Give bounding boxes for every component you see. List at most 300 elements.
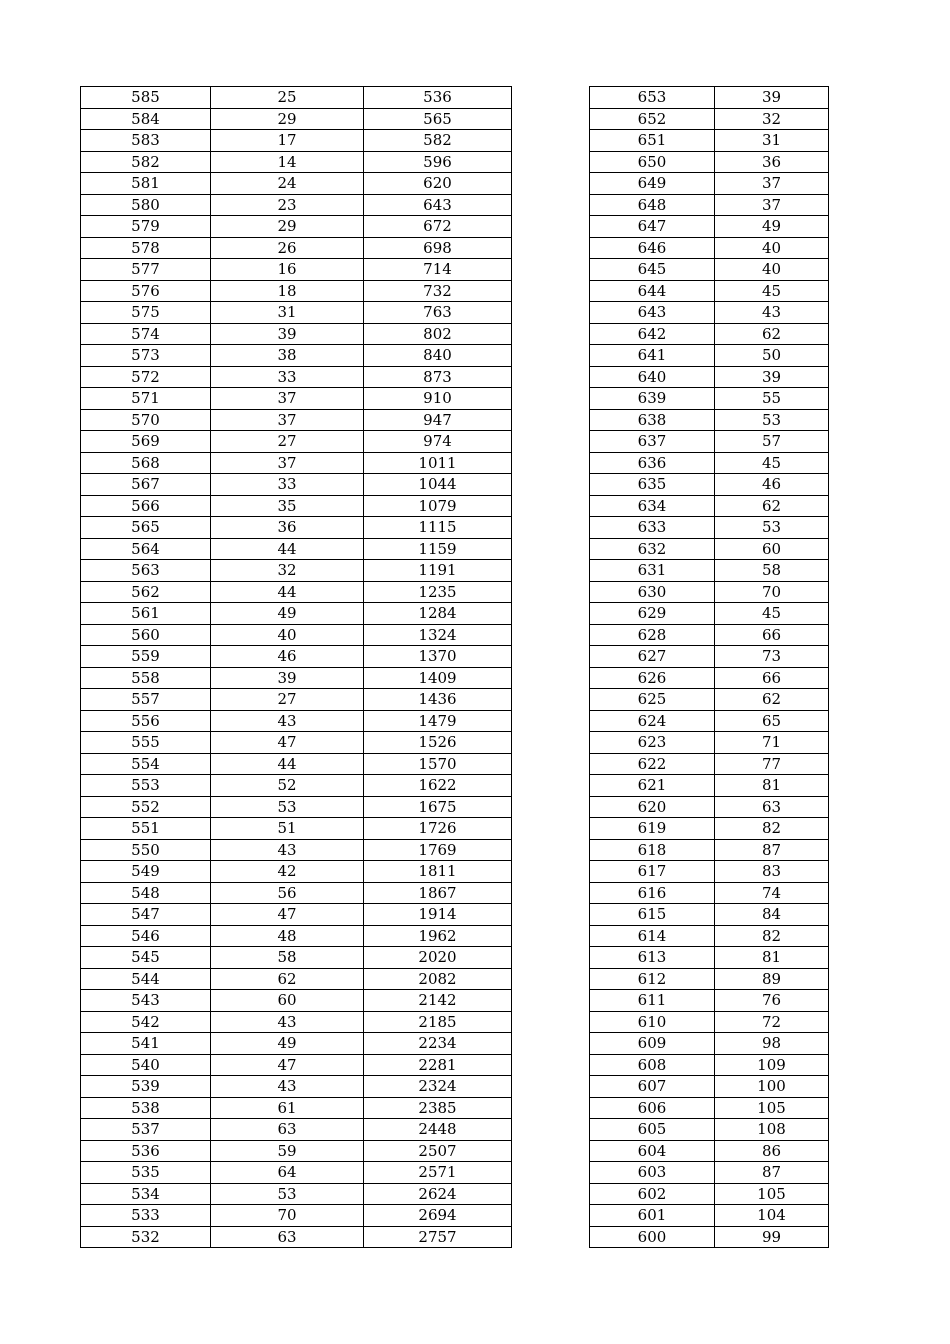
right-score-table xyxy=(589,86,829,1248)
count-cell: 43 xyxy=(715,302,829,324)
table-row xyxy=(590,839,829,861)
score-cell: 533 xyxy=(81,1205,211,1227)
cumulative-cell: 1867 xyxy=(364,882,512,904)
count-cell: 37 xyxy=(211,452,364,474)
count-cell: 47 xyxy=(211,732,364,754)
table-row xyxy=(590,1097,829,1119)
table-row xyxy=(81,861,512,883)
score-cell: 549 xyxy=(81,861,211,883)
count-cell: 43 xyxy=(211,839,364,861)
count-cell: 99 xyxy=(715,1226,829,1248)
count-cell: 31 xyxy=(211,302,364,324)
table-row xyxy=(590,990,829,1012)
score-cell: 537 xyxy=(81,1119,211,1141)
score-cell: 617 xyxy=(590,861,715,883)
score-cell: 564 xyxy=(81,538,211,560)
score-cell: 566 xyxy=(81,495,211,517)
table-row xyxy=(81,173,512,195)
table-row xyxy=(81,1054,512,1076)
score-cell: 550 xyxy=(81,839,211,861)
count-cell: 63 xyxy=(715,796,829,818)
count-cell: 53 xyxy=(211,1183,364,1205)
table-row xyxy=(81,1076,512,1098)
count-cell: 36 xyxy=(211,517,364,539)
cumulative-cell: 1726 xyxy=(364,818,512,840)
cumulative-cell: 1479 xyxy=(364,710,512,732)
score-cell: 649 xyxy=(590,173,715,195)
table-row xyxy=(81,947,512,969)
count-cell: 44 xyxy=(211,753,364,775)
count-cell: 39 xyxy=(715,87,829,109)
score-cell: 652 xyxy=(590,108,715,130)
count-cell: 24 xyxy=(211,173,364,195)
table-row xyxy=(81,1162,512,1184)
score-cell: 576 xyxy=(81,280,211,302)
table-row xyxy=(590,1011,829,1033)
count-cell: 81 xyxy=(715,775,829,797)
score-cell: 545 xyxy=(81,947,211,969)
table-row xyxy=(81,1033,512,1055)
cumulative-cell: 596 xyxy=(364,151,512,173)
table-row xyxy=(81,87,512,109)
count-cell: 105 xyxy=(715,1097,829,1119)
count-cell: 89 xyxy=(715,968,829,990)
score-cell: 606 xyxy=(590,1097,715,1119)
table-row xyxy=(81,517,512,539)
table-row xyxy=(81,280,512,302)
table-row xyxy=(81,345,512,367)
score-cell: 574 xyxy=(81,323,211,345)
score-cell: 555 xyxy=(81,732,211,754)
cumulative-cell: 2185 xyxy=(364,1011,512,1033)
count-cell: 58 xyxy=(211,947,364,969)
score-cell: 648 xyxy=(590,194,715,216)
table-row xyxy=(590,474,829,496)
score-cell: 609 xyxy=(590,1033,715,1055)
table-row xyxy=(81,1140,512,1162)
count-cell: 62 xyxy=(715,495,829,517)
cumulative-cell: 1011 xyxy=(364,452,512,474)
table-row xyxy=(81,259,512,281)
count-cell: 38 xyxy=(211,345,364,367)
table-row xyxy=(81,732,512,754)
count-cell: 109 xyxy=(715,1054,829,1076)
score-cell: 552 xyxy=(81,796,211,818)
score-cell: 602 xyxy=(590,1183,715,1205)
table-row xyxy=(81,108,512,130)
table-row xyxy=(590,216,829,238)
count-cell: 83 xyxy=(715,861,829,883)
table-row xyxy=(81,302,512,324)
score-cell: 562 xyxy=(81,581,211,603)
table-row xyxy=(590,1205,829,1227)
count-cell: 59 xyxy=(211,1140,364,1162)
count-cell: 32 xyxy=(715,108,829,130)
count-cell: 23 xyxy=(211,194,364,216)
score-cell: 556 xyxy=(81,710,211,732)
cumulative-cell: 1675 xyxy=(364,796,512,818)
score-cell: 547 xyxy=(81,904,211,926)
table-row xyxy=(590,280,829,302)
score-cell: 632 xyxy=(590,538,715,560)
count-cell: 42 xyxy=(211,861,364,883)
table-row xyxy=(590,452,829,474)
cumulative-cell: 1324 xyxy=(364,624,512,646)
table-row xyxy=(590,237,829,259)
table-row xyxy=(81,474,512,496)
table-row xyxy=(590,517,829,539)
table-row xyxy=(590,259,829,281)
count-cell: 40 xyxy=(715,237,829,259)
count-cell: 104 xyxy=(715,1205,829,1227)
score-cell: 627 xyxy=(590,646,715,668)
table-row xyxy=(590,431,829,453)
cumulative-cell: 2142 xyxy=(364,990,512,1012)
score-cell: 650 xyxy=(590,151,715,173)
score-cell: 613 xyxy=(590,947,715,969)
score-cell: 645 xyxy=(590,259,715,281)
count-cell: 70 xyxy=(211,1205,364,1227)
cumulative-cell: 732 xyxy=(364,280,512,302)
table-row xyxy=(590,1033,829,1055)
table-row xyxy=(81,882,512,904)
count-cell: 49 xyxy=(211,1033,364,1055)
count-cell: 49 xyxy=(715,216,829,238)
table-row xyxy=(590,409,829,431)
table-row xyxy=(81,753,512,775)
table-row xyxy=(81,624,512,646)
score-cell: 560 xyxy=(81,624,211,646)
table-row xyxy=(81,538,512,560)
score-cell: 534 xyxy=(81,1183,211,1205)
cumulative-cell: 840 xyxy=(364,345,512,367)
count-cell: 32 xyxy=(211,560,364,582)
score-cell: 557 xyxy=(81,689,211,711)
score-cell: 637 xyxy=(590,431,715,453)
table-row xyxy=(590,87,829,109)
table-row xyxy=(590,904,829,926)
count-cell: 58 xyxy=(715,560,829,582)
table-row xyxy=(81,689,512,711)
score-cell: 610 xyxy=(590,1011,715,1033)
cumulative-cell: 2234 xyxy=(364,1033,512,1055)
score-cell: 642 xyxy=(590,323,715,345)
count-cell: 43 xyxy=(211,710,364,732)
count-cell: 108 xyxy=(715,1119,829,1141)
count-cell: 46 xyxy=(211,646,364,668)
score-cell: 548 xyxy=(81,882,211,904)
count-cell: 37 xyxy=(715,194,829,216)
table-row xyxy=(81,710,512,732)
count-cell: 29 xyxy=(211,108,364,130)
score-cell: 567 xyxy=(81,474,211,496)
count-cell: 37 xyxy=(715,173,829,195)
score-cell: 651 xyxy=(590,130,715,152)
table-row xyxy=(590,947,829,969)
cumulative-cell: 1370 xyxy=(364,646,512,668)
cumulative-cell: 873 xyxy=(364,366,512,388)
left-score-table xyxy=(80,86,512,1248)
right-score-table-body xyxy=(590,87,829,1248)
score-cell: 636 xyxy=(590,452,715,474)
count-cell: 33 xyxy=(211,366,364,388)
score-cell: 611 xyxy=(590,990,715,1012)
table-row xyxy=(81,495,512,517)
count-cell: 77 xyxy=(715,753,829,775)
score-cell: 625 xyxy=(590,689,715,711)
score-cell: 575 xyxy=(81,302,211,324)
score-cell: 578 xyxy=(81,237,211,259)
score-cell: 608 xyxy=(590,1054,715,1076)
count-cell: 60 xyxy=(211,990,364,1012)
count-cell: 56 xyxy=(211,882,364,904)
count-cell: 25 xyxy=(211,87,364,109)
table-row xyxy=(590,1183,829,1205)
score-cell: 653 xyxy=(590,87,715,109)
table-row xyxy=(81,1226,512,1248)
table-row xyxy=(81,323,512,345)
score-cell: 630 xyxy=(590,581,715,603)
cumulative-cell: 1284 xyxy=(364,603,512,625)
table-row xyxy=(590,861,829,883)
table-row xyxy=(81,130,512,152)
count-cell: 87 xyxy=(715,839,829,861)
table-row xyxy=(81,151,512,173)
table-row xyxy=(590,1226,829,1248)
count-cell: 62 xyxy=(715,689,829,711)
table-row xyxy=(81,431,512,453)
table-row xyxy=(590,495,829,517)
cumulative-cell: 974 xyxy=(364,431,512,453)
cumulative-cell: 1044 xyxy=(364,474,512,496)
table-row xyxy=(81,237,512,259)
score-cell: 559 xyxy=(81,646,211,668)
score-cell: 569 xyxy=(81,431,211,453)
table-row xyxy=(590,925,829,947)
left-score-table-body xyxy=(81,87,512,1248)
count-cell: 43 xyxy=(211,1076,364,1098)
cumulative-cell: 2448 xyxy=(364,1119,512,1141)
table-row xyxy=(590,968,829,990)
table-row xyxy=(590,151,829,173)
count-cell: 87 xyxy=(715,1162,829,1184)
score-cell: 543 xyxy=(81,990,211,1012)
count-cell: 27 xyxy=(211,431,364,453)
table-row xyxy=(590,1140,829,1162)
cumulative-cell: 2385 xyxy=(364,1097,512,1119)
table-row xyxy=(81,796,512,818)
count-cell: 27 xyxy=(211,689,364,711)
count-cell: 70 xyxy=(715,581,829,603)
cumulative-cell: 2624 xyxy=(364,1183,512,1205)
score-cell: 619 xyxy=(590,818,715,840)
count-cell: 45 xyxy=(715,603,829,625)
table-row xyxy=(590,646,829,668)
table-row xyxy=(81,409,512,431)
cumulative-cell: 763 xyxy=(364,302,512,324)
count-cell: 100 xyxy=(715,1076,829,1098)
score-cell: 614 xyxy=(590,925,715,947)
score-cell: 612 xyxy=(590,968,715,990)
count-cell: 50 xyxy=(715,345,829,367)
score-cell: 570 xyxy=(81,409,211,431)
cumulative-cell: 714 xyxy=(364,259,512,281)
count-cell: 40 xyxy=(715,259,829,281)
score-cell: 641 xyxy=(590,345,715,367)
cumulative-cell: 947 xyxy=(364,409,512,431)
cumulative-cell: 620 xyxy=(364,173,512,195)
cumulative-cell: 1570 xyxy=(364,753,512,775)
count-cell: 53 xyxy=(715,409,829,431)
table-row xyxy=(590,323,829,345)
table-row xyxy=(590,882,829,904)
score-cell: 638 xyxy=(590,409,715,431)
score-cell: 546 xyxy=(81,925,211,947)
table-row xyxy=(590,796,829,818)
score-cell: 544 xyxy=(81,968,211,990)
table-row xyxy=(81,968,512,990)
count-cell: 18 xyxy=(211,280,364,302)
score-cell: 633 xyxy=(590,517,715,539)
count-cell: 33 xyxy=(211,474,364,496)
score-cell: 577 xyxy=(81,259,211,281)
score-cell: 539 xyxy=(81,1076,211,1098)
table-row xyxy=(81,904,512,926)
table-row xyxy=(81,990,512,1012)
table-row xyxy=(81,366,512,388)
table-row xyxy=(590,581,829,603)
count-cell: 98 xyxy=(715,1033,829,1055)
cumulative-cell: 1622 xyxy=(364,775,512,797)
count-cell: 82 xyxy=(715,818,829,840)
count-cell: 39 xyxy=(715,366,829,388)
count-cell: 48 xyxy=(211,925,364,947)
score-cell: 551 xyxy=(81,818,211,840)
table-row xyxy=(81,1119,512,1141)
count-cell: 73 xyxy=(715,646,829,668)
score-cell: 542 xyxy=(81,1011,211,1033)
table-row xyxy=(81,581,512,603)
score-cell: 631 xyxy=(590,560,715,582)
table-row xyxy=(81,1097,512,1119)
table-row xyxy=(81,1205,512,1227)
table-row xyxy=(590,538,829,560)
score-cell: 644 xyxy=(590,280,715,302)
cumulative-cell: 536 xyxy=(364,87,512,109)
table-row xyxy=(590,710,829,732)
table-row xyxy=(590,603,829,625)
score-cell: 584 xyxy=(81,108,211,130)
count-cell: 82 xyxy=(715,925,829,947)
count-cell: 16 xyxy=(211,259,364,281)
score-cell: 624 xyxy=(590,710,715,732)
score-cell: 558 xyxy=(81,667,211,689)
table-row xyxy=(81,388,512,410)
count-cell: 81 xyxy=(715,947,829,969)
table-row xyxy=(590,689,829,711)
count-cell: 17 xyxy=(211,130,364,152)
count-cell: 62 xyxy=(211,968,364,990)
count-cell: 14 xyxy=(211,151,364,173)
count-cell: 37 xyxy=(211,388,364,410)
score-cell: 607 xyxy=(590,1076,715,1098)
score-cell: 572 xyxy=(81,366,211,388)
count-cell: 57 xyxy=(715,431,829,453)
score-cell: 538 xyxy=(81,1097,211,1119)
score-cell: 585 xyxy=(81,87,211,109)
table-row xyxy=(590,302,829,324)
table-row xyxy=(590,173,829,195)
score-cell: 647 xyxy=(590,216,715,238)
count-cell: 63 xyxy=(211,1119,364,1141)
cumulative-cell: 2757 xyxy=(364,1226,512,1248)
score-cell: 532 xyxy=(81,1226,211,1248)
count-cell: 40 xyxy=(211,624,364,646)
count-cell: 105 xyxy=(715,1183,829,1205)
cumulative-cell: 2571 xyxy=(364,1162,512,1184)
count-cell: 29 xyxy=(211,216,364,238)
score-cell: 571 xyxy=(81,388,211,410)
table-row xyxy=(590,667,829,689)
cumulative-cell: 910 xyxy=(364,388,512,410)
cumulative-cell: 2082 xyxy=(364,968,512,990)
score-cell: 628 xyxy=(590,624,715,646)
cumulative-cell: 1962 xyxy=(364,925,512,947)
count-cell: 62 xyxy=(715,323,829,345)
count-cell: 61 xyxy=(211,1097,364,1119)
score-cell: 620 xyxy=(590,796,715,818)
score-cell: 626 xyxy=(590,667,715,689)
score-cell: 640 xyxy=(590,366,715,388)
count-cell: 76 xyxy=(715,990,829,1012)
cumulative-cell: 1914 xyxy=(364,904,512,926)
count-cell: 60 xyxy=(715,538,829,560)
score-cell: 554 xyxy=(81,753,211,775)
count-cell: 35 xyxy=(211,495,364,517)
score-cell: 583 xyxy=(81,130,211,152)
count-cell: 45 xyxy=(715,452,829,474)
table-row xyxy=(590,108,829,130)
score-cell: 646 xyxy=(590,237,715,259)
cumulative-cell: 2324 xyxy=(364,1076,512,1098)
cumulative-cell: 1769 xyxy=(364,839,512,861)
table-row xyxy=(590,775,829,797)
table-row xyxy=(590,1162,829,1184)
count-cell: 64 xyxy=(211,1162,364,1184)
count-cell: 52 xyxy=(211,775,364,797)
score-cell: 581 xyxy=(81,173,211,195)
count-cell: 44 xyxy=(211,538,364,560)
table-row xyxy=(81,1011,512,1033)
cumulative-cell: 2507 xyxy=(364,1140,512,1162)
table-row xyxy=(590,1119,829,1141)
score-cell: 634 xyxy=(590,495,715,517)
count-cell: 39 xyxy=(211,667,364,689)
score-cell: 579 xyxy=(81,216,211,238)
count-cell: 44 xyxy=(211,581,364,603)
count-cell: 55 xyxy=(715,388,829,410)
table-row xyxy=(81,646,512,668)
cumulative-cell: 698 xyxy=(364,237,512,259)
table-row xyxy=(81,818,512,840)
score-cell: 605 xyxy=(590,1119,715,1141)
table-row xyxy=(590,753,829,775)
score-cell: 600 xyxy=(590,1226,715,1248)
table-row xyxy=(590,818,829,840)
table-row xyxy=(81,216,512,238)
cumulative-cell: 2281 xyxy=(364,1054,512,1076)
score-cell: 573 xyxy=(81,345,211,367)
